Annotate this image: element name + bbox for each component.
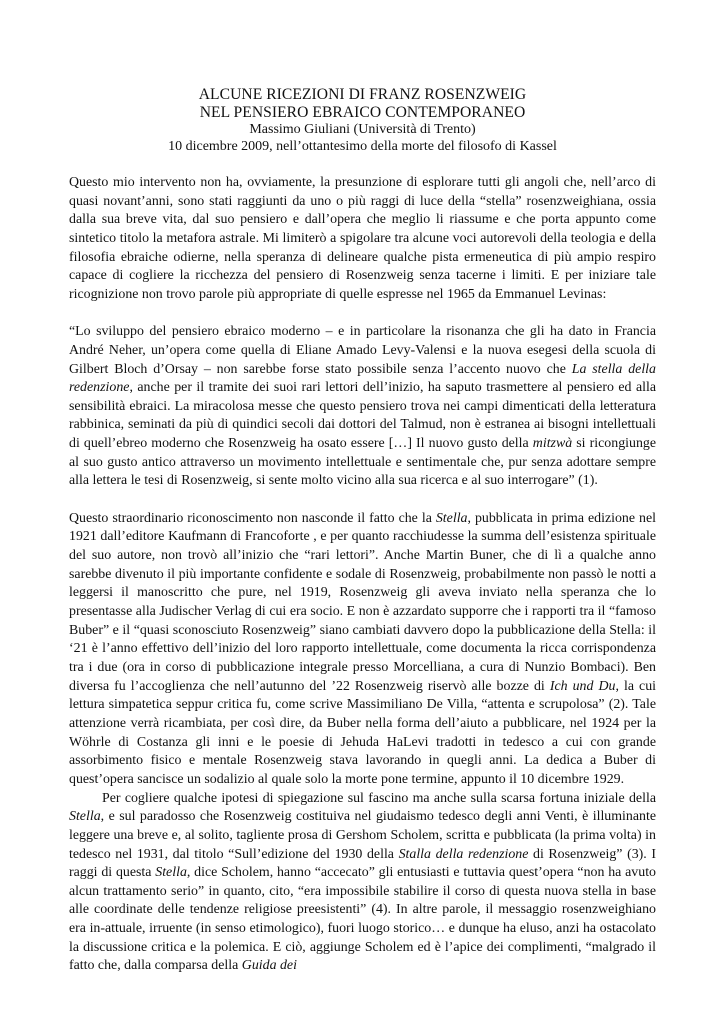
quote-text-2: , anche per il tramite dei suoi rari lettori dell’inizio, ha saputo trasmettere al pensiero ed alla sensibilità ebraici. La miracolosa messe che questo pensiero trova nei campi dimenticati della letteratura rabbinica, seminati da più di quindici secoli dai dottori del Talmud, non è estranea ai bisogni intellettuali di quell’ebreo moderno che Rosenzweig ha osato essere […] Il nuovo gusto della: [69, 380, 656, 452]
document-header: [69, 86, 656, 155]
intro-paragraph: Questo mio intervento non ha, ovviamente, la presunzione di esplorare tutti gli angoli che, nell’arco di quasi novant’anni, sono stati raggiunti da uno o più raggi di luce della “stella” rosenzweighiana, ossia dalla sua breve vita, dal suo pensiero e dall’opera che meglio li riassume e che porta appunto come sintetico titolo la metafora astrale. Mi limiterò a spigolare tra alcune voci autorevoli della teologia e della filosofia ebraiche odierne, nella speranza di delineare qualche pista ermeneutica di più ampio respiro capace di cogliere la ricchezza del pensiero di Rosenzweig senza tacerne i limiti. E per iniziare tale ricognizione non trovo parole più appropriate di quelle espresse nel 1965 da Emmanuel Levinas:: [69, 175, 656, 302]
p4-italic-guida-dei: Guida dei: [241, 958, 297, 974]
levinas-quote-paragraph: [69, 323, 656, 491]
title-line-2: NEL PENSIERO EBRAICO CONTEMPORANEO: [199, 103, 526, 121]
p4-italic-stalla-title: Stalla della redenzione: [398, 846, 529, 862]
p3-text-2: , pubblicata in prima edizione nel 1921 dall’editore Kaufmann di Francoforte , e per quanto racchiudesse la summa dell’esistenza spirituale del suo autore, non trovò all’inizio che “rari lettori”. Anche Martin Buner, che di lì a qualche anno sarebbe divenuto il più importante confidente e sodale di Rosenzweig, probabilmente non passò le notti a leggersi il manoscritto che pure, nel 1919, Rosenzweig gli aveva inviato nella speranza che lo presentasse alla Judischer Verlag di cui era socio. E non è azzardato supporre che i rapporti tra il “famoso Buber” e il “quasi sconosciuto Rosenzweig” siano cambiati davvero dopo la pubblicazione della Stella: il ‘21 è l’anno effettivo dell’inizio del loro rapporto intellettuale, come documenta la ricca corrispondenza tra i due (ora in corso di pubblicazione integrale presso Morcelliana, a cura di Nunzio Bombaci). Ben diversa fu l’accoglienza che nell’autunno del ’22 Rosenzweig riservò alle bozze di: [69, 510, 656, 694]
quote-italic-stella-title: La stella della redenzione: [69, 361, 656, 396]
p3-italic-ich-und-du: Ich und Du: [549, 678, 616, 694]
p3-text-3: , la cui lettura simpatetica seppur critica fu, come scrive Massimiliano De Villa, “attenta e scrupolosa” (2). Tale attenzione verrà ricambiata, per così dire, da Buber nella forma dell’aiuto a pubblicare, nel 1924 per la Wöhrle di Costanza gli inni e le poesie di Jehuda HaLevi tradotti in tedesco a cui con grande assorbimento fisico e mentale Rosenzweig stava lavorando in quegli anni. La dedica a Buber di quest’opera sancisce un sodalizio al quale solo la morte pone termine, appunto il 10 dicembre 1929.: [69, 678, 656, 787]
p4-text-4: , dice Scholem, hanno “accecato” gli entusiasti e tuttavia quest’opera “non ha avuto alcun trattamento serio” in quanto, cito, “era impossibile stabilire il corso di questa nuova stella in base alle coordinate delle tendenze religiose preesistenti” (4). In altre parole, il messaggio rosenzweighiano era in-attuale, irruente (in senso etimologico), fuori luogo storico… e dunque ha eluso, anzi ha ostacolato la discussione critica e la polemica. E ciò, aggiunge Scholem ed è l’apice dei complimenti, “malgrado il fatto che, dalla comparsa della: [69, 865, 657, 974]
reception-paragraph: [69, 510, 656, 790]
scholem-paragraph: [69, 790, 656, 977]
document-page: [69, 0, 656, 976]
p4-text-1: Per cogliere qualche ipotesi di spiegazione sul fascino ma anche sulla scarsa fortuna iniziale della: [102, 790, 656, 806]
p3-text-1: Questo straordinario riconoscimento non nasconde il fatto che la: [69, 510, 436, 526]
p3-italic-stella: Stella: [435, 510, 468, 526]
author-line: Massimo Giuliani (Università di Trento): [249, 122, 476, 137]
title-line-1: ALCUNE RICEZIONI DI FRANZ ROSENZWEIG: [198, 86, 527, 103]
quote-italic-mitzwa: mitzwà: [532, 436, 573, 452]
p4-italic-stella-1: Stella: [69, 809, 101, 825]
p4-text-3: di Rosenzweig” (3). I raggi di questa: [69, 846, 656, 881]
p4-text-2: , e sul paradosso che Rosenzweig costituiva nel giudaismo tedesco degli anni Venti, è illuminante leggere una breve e, al solito, tagliente prosa di Gershom Scholem, scritta e pubblicata (la prima volta) in tedesco nel 1931, dal titolo “Sull’edizione del 1930 della: [69, 809, 656, 862]
occasion-line: 10 dicembre 2009, nell’ottantesimo della morte del filosofo di Kassel: [168, 139, 557, 154]
p4-italic-stella-2: Stella: [155, 865, 187, 881]
quote-text-3: si ricongiunge al suo gusto antico attraverso un movimento intellettuale e sentimentale che, pur senza adottare sempre alla lettera le tesi di Rosenzweig, si sente molto vicino alla sua ricerca e al suo interrogare” (1).: [69, 436, 656, 489]
quote-text-1: “Lo sviluppo del pensiero ebraico moderno – e in particolare la risonanza che gli ha dato in Francia André Neher, un’opera come quella di Eliane Amado Levy-Valensi e la nuova esegesi della scuola di Gilbert Bloch d’Orsay – non sarebbe forse stato possibile senza l’accento nuovo che: [69, 324, 656, 377]
